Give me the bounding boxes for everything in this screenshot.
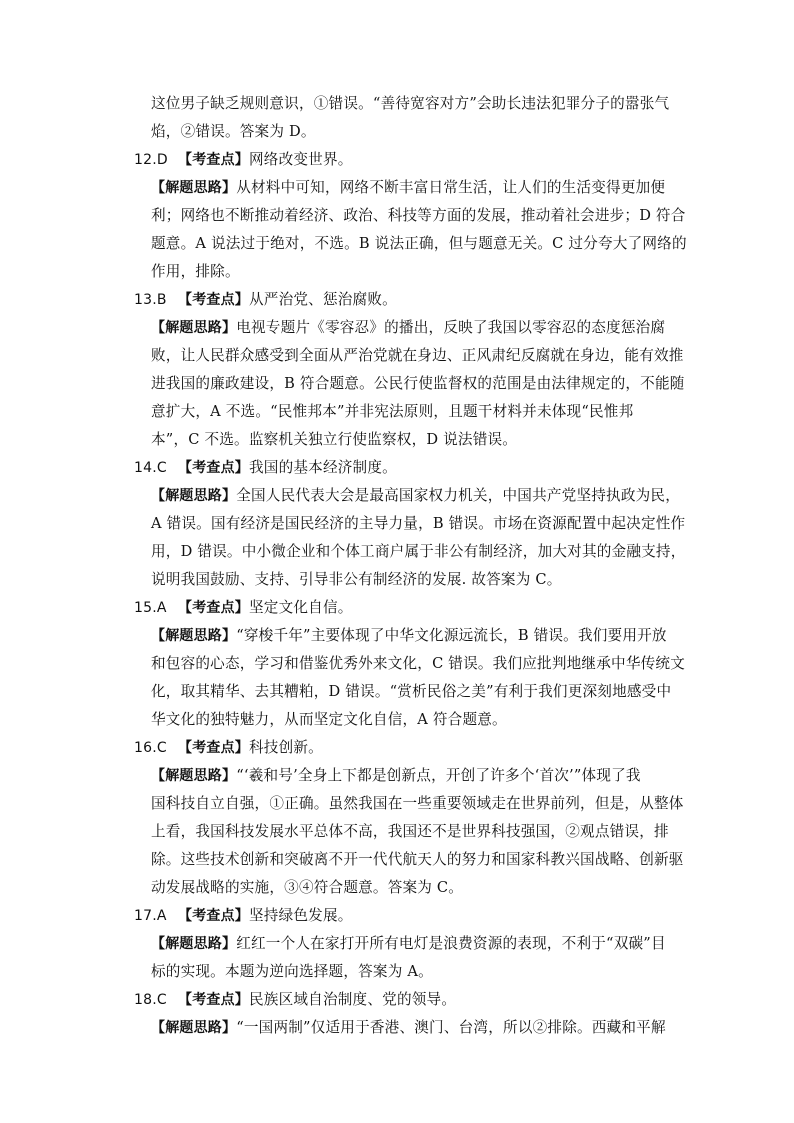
analysis-line: 说明我国鼓励、支持、引导非公有制经济的发展. 故答案为 C。: [151, 571, 562, 588]
analysis-text: 电视专题片《零容忍》的播出，反映了我国以零容忍的态度惩治腐: [236, 319, 666, 336]
analysis-label: 【解题思路】: [151, 488, 237, 504]
point-label: 【考查点】: [178, 460, 249, 476]
question-header: [134, 990, 456, 1010]
analysis-text: 从材料中可知，网络不断丰富日常生活，让人们的生活变得更加便: [236, 179, 666, 196]
analysis-line: 标的实现。本题为逆向选择题，答案为 A。: [151, 963, 433, 980]
analysis-line: A 错误。国有经济是国民经济的主导力量，B 错误。市场在资源配置中起决定性作: [151, 515, 686, 532]
question-number: 13.B: [134, 292, 167, 308]
continuation-line: 焰，②错误。答案为 D。: [151, 123, 316, 140]
question-header: [134, 906, 353, 926]
question-number: 15.A: [134, 600, 167, 616]
question-number: 16.C: [134, 740, 167, 756]
analysis-line: 和包容的心态，学习和借鉴优秀外来文化，C 错误。我们应批判地继承中华传统文: [151, 655, 685, 672]
analysis-label: 【解题思路】: [151, 180, 237, 196]
question-header: [134, 458, 397, 478]
analysis-line: [151, 178, 665, 198]
analysis-text: 红红一个人在家打开所有电灯是浪费资源的表现，不利于“双碳”目: [236, 935, 666, 952]
continuation-line: 这位男子缺乏规则意识，①错误。“善待宽容对方”会助长违法犯罪分子的嚣张气: [151, 95, 670, 112]
point-label: 【考查点】: [178, 992, 249, 1008]
question-number: 17.A: [134, 908, 167, 924]
analysis-line: [151, 766, 641, 786]
analysis-line: 意扩大，A 不选。“民惟邦本”并非宪法原则，且题干材料并未体现“民惟邦: [151, 403, 634, 420]
point-text: 坚持绿色发展。: [249, 907, 353, 924]
question-number: 14.C: [134, 460, 167, 476]
analysis-line: 国科技自立自强，①正确。虽然我国在一些重要领域走在世界前列，但是，从整体: [151, 795, 684, 812]
analysis-line: 题意。A 说法过于绝对，不选。B 说法正确，但与题意无关。C 过分夸大了网络的: [151, 235, 687, 252]
analysis-text: “穿梭千年”主要体现了中华文化源远流长，B 错误。我们要用开放: [236, 627, 667, 644]
analysis-text: 全国人民代表大会是最高国家权力机关，中国共产党坚持执政为民，: [236, 487, 681, 504]
analysis-text: “‘羲和号’全身上下都是创新点，开创了许多个‘首次’”体现了我: [236, 767, 641, 784]
analysis-line: 本”，C 不选。监察机关独立行使监察权，D 说法错误。: [151, 431, 518, 448]
point-text: 民族区域自治制度、党的领导。: [249, 991, 457, 1008]
analysis-line: [151, 486, 680, 506]
analysis-line: [151, 318, 665, 338]
analysis-label: 【解题思路】: [151, 768, 237, 784]
analysis-label: 【解题思路】: [151, 320, 237, 336]
question-header: [134, 738, 323, 758]
analysis-line: 利；网络也不断推动着经济、政治、科技等方面的发展，推动着社会进步；D 符合: [151, 207, 686, 224]
question-header: [134, 290, 397, 310]
analysis-line: 用，D 错误。中小微企业和个体工商户属于非公有制经济，加大对其的金融支持，: [151, 543, 686, 560]
analysis-label: 【解题思路】: [151, 628, 237, 644]
analysis-label: 【解题思路】: [151, 936, 237, 952]
point-text: 我国的基本经济制度。: [249, 459, 397, 476]
question-header: [134, 598, 353, 618]
point-text: 从严治党、惩治腐败。: [249, 291, 397, 308]
point-text: 网络改变世界。: [249, 151, 353, 168]
point-label: 【考查点】: [178, 908, 249, 924]
question-header: [134, 150, 353, 170]
analysis-line: 除。这些技术创新和突破离不开一代代航天人的努力和国家科教兴国战略、创新驱: [151, 851, 684, 868]
point-text: 科技创新。: [249, 739, 323, 756]
question-number: 12.D: [134, 152, 168, 168]
analysis-line: 作用，排除。: [151, 263, 240, 280]
analysis-line: 上看，我国科技发展水平总体不高，我国还不是世界科技强国，②观点错误，排: [151, 823, 669, 840]
point-label: 【考查点】: [178, 292, 249, 308]
point-label: 【考查点】: [178, 600, 249, 616]
analysis-label: 【解题思路】: [151, 1020, 237, 1036]
analysis-line: 华文化的独特魅力，从而坚定文化自信，A 符合题意。: [151, 711, 507, 728]
point-text: 坚定文化自信。: [249, 599, 353, 616]
analysis-line: [151, 1018, 666, 1038]
question-number: 18.C: [134, 992, 167, 1008]
point-label: 【考查点】: [178, 740, 249, 756]
analysis-line: 进我国的廉政建设，B 符合题意。公民行使监督权的范围是由法律规定的，不能随: [151, 375, 685, 392]
analysis-line: 动发展战略的实施，③④符合题意。答案为 C。: [151, 879, 464, 896]
analysis-line: [151, 626, 667, 646]
point-label: 【考查点】: [178, 152, 249, 168]
analysis-line: 败，让人民群众感受到全面从严治党就在身边、正风肃纪反腐就在身边，能有效推: [151, 347, 684, 364]
analysis-text: “一国两制”仅适用于香港、澳门、台湾，所以②排除。西藏和平解: [236, 1019, 666, 1036]
analysis-line: 化，取其精华、去其糟粕，D 错误。“赏析民俗之美”有利于我们更深刻地感受中: [151, 683, 672, 700]
analysis-line: [151, 934, 666, 954]
